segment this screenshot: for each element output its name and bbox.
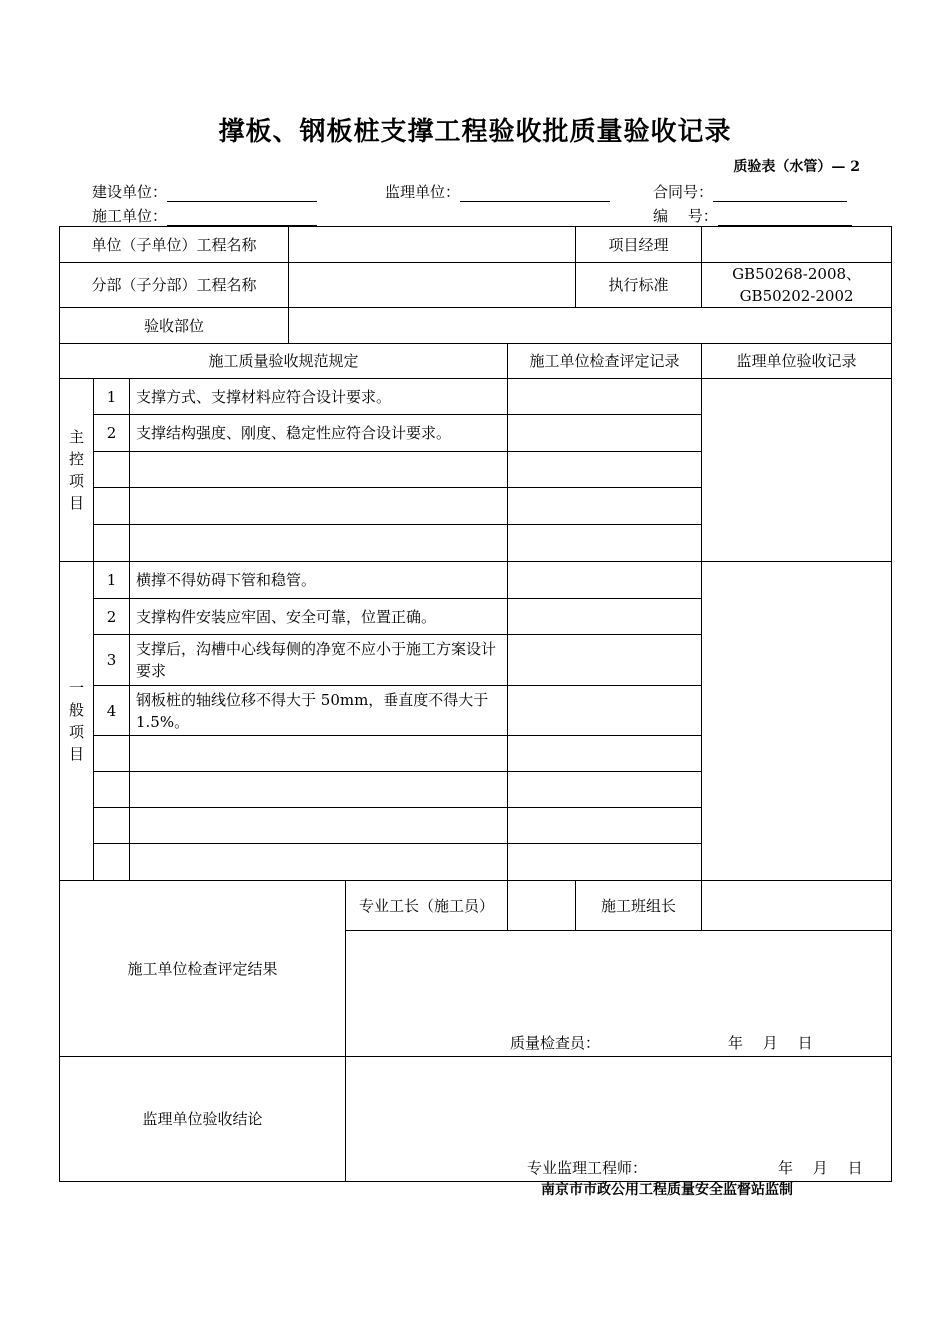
item-number	[94, 736, 130, 772]
project-name-value[interactable]	[289, 227, 576, 263]
supervise-record-header: 监理单位验收记录	[702, 344, 892, 379]
contract-no-field	[653, 181, 847, 202]
construct-record-cell[interactable]	[508, 452, 702, 488]
item-text	[130, 808, 508, 844]
item-number	[94, 452, 130, 488]
main-supervise-record-cell[interactable]	[702, 379, 892, 562]
inspector-date-label: 年 月 日	[728, 1034, 813, 1052]
item-text	[130, 525, 508, 562]
supervise-unit-field	[385, 181, 610, 202]
item-text	[130, 772, 508, 808]
construct-record-cell[interactable]	[508, 808, 702, 844]
item-number: 2	[94, 415, 130, 452]
build-unit-label: 建设单位：	[92, 183, 168, 201]
supervise-conclusion-area[interactable]	[346, 1057, 892, 1182]
general-group-label: 一 般 项 目	[60, 562, 94, 881]
build-unit-blank[interactable]	[167, 185, 317, 202]
issuer-footer: 南京市市政公用工程质量安全监督站监制	[541, 1182, 793, 1198]
item-number: 4	[94, 686, 130, 736]
construct-record-cell[interactable]	[508, 415, 702, 452]
info-row-3	[60, 308, 892, 344]
spec-header: 施工质量验收规范规定	[60, 344, 508, 379]
supervise-conclusion-row	[60, 1057, 892, 1182]
inspector-label: 质量检查员：	[510, 1034, 601, 1052]
construct-record-cell[interactable]	[508, 525, 702, 562]
item-number: 1	[94, 379, 130, 415]
engineer-label: 专业监理工程师：	[527, 1159, 648, 1177]
foreman-label: 专业工长（施工员）	[346, 881, 508, 931]
info-row-2	[60, 263, 892, 308]
item-text: 横撑不得妨碍下管和稳管。	[130, 562, 508, 599]
contract-no-blank[interactable]	[713, 185, 847, 202]
form-number: 质验表（水管）— 2	[733, 159, 860, 175]
column-header-row	[60, 344, 892, 379]
supervise-unit-blank[interactable]	[460, 185, 610, 202]
construct-record-cell[interactable]	[508, 379, 702, 415]
construct-record-cell[interactable]	[508, 844, 702, 881]
standard-label: 执行标准	[576, 263, 702, 308]
supervise-unit-label: 监理单位：	[385, 183, 461, 201]
project-name-label: 单位（子单位）工程名称	[60, 227, 289, 263]
contract-no-label: 合同号：	[653, 183, 714, 201]
item-number	[94, 772, 130, 808]
standard-value: GB50268-2008、GB50202-2002	[702, 263, 892, 308]
construct-record-cell[interactable]	[508, 635, 702, 686]
pm-label: 项目经理	[576, 227, 702, 263]
general-supervise-record-cell[interactable]	[702, 562, 892, 881]
item-number: 2	[94, 599, 130, 635]
sub-project-value[interactable]	[289, 263, 576, 308]
serial-no-label: 编 号：	[653, 207, 718, 225]
construct-record-cell[interactable]	[508, 736, 702, 772]
item-number: 3	[94, 635, 130, 686]
main-item-row	[60, 379, 892, 415]
item-text: 支撑构件安装应牢固、安全可靠，位置正确。	[130, 599, 508, 635]
construct-unit-field	[92, 205, 317, 226]
serial-no-field	[653, 205, 852, 226]
item-text	[130, 452, 508, 488]
main-control-group-label: 主 控 项 目	[60, 379, 94, 562]
construct-record-cell[interactable]	[508, 562, 702, 599]
construct-record-cell[interactable]	[508, 686, 702, 736]
signoff-row	[60, 881, 892, 931]
general-item-row	[60, 562, 892, 599]
construct-record-cell[interactable]	[508, 772, 702, 808]
item-number	[94, 488, 130, 525]
team-leader-label: 施工班组长	[576, 881, 702, 931]
pm-value[interactable]	[702, 227, 892, 263]
construct-unit-label: 施工单位：	[92, 207, 168, 225]
item-number	[94, 525, 130, 562]
item-text	[130, 736, 508, 772]
inspection-table	[59, 226, 892, 1182]
info-row-1	[60, 227, 892, 263]
item-text: 支撑方式、支撑材料应符合设计要求。	[130, 379, 508, 415]
team-leader-value[interactable]	[702, 881, 892, 931]
construct-unit-blank[interactable]	[167, 209, 317, 226]
serial-no-blank[interactable]	[718, 209, 852, 226]
engineer-date-label: 年 月 日	[778, 1159, 863, 1177]
page-title: 撑板、钢板桩支撑工程验收批质量验收记录	[218, 117, 732, 147]
item-text	[130, 488, 508, 525]
construct-record-cell[interactable]	[508, 488, 702, 525]
item-number	[94, 808, 130, 844]
construct-record-header: 施工单位检查评定记录	[508, 344, 702, 379]
item-text: 钢板桩的轴线位移不得大于 50mm，垂直度不得大于 1.5%。	[130, 686, 508, 736]
foreman-value[interactable]	[508, 881, 576, 931]
item-number: 1	[94, 562, 130, 599]
item-text: 支撑结构强度、刚度、稳定性应符合设计要求。	[130, 415, 508, 452]
sub-project-label: 分部（子分部）工程名称	[60, 263, 289, 308]
item-number	[94, 844, 130, 881]
item-text: 支撑后，沟槽中心线每侧的净宽不应小于施工方案设计要求	[130, 635, 508, 686]
location-value[interactable]	[289, 308, 892, 344]
construct-result-label: 施工单位检查评定结果	[60, 881, 346, 1057]
construct-result-area[interactable]	[346, 931, 892, 1057]
item-text	[130, 844, 508, 881]
supervise-conclusion-label: 监理单位验收结论	[60, 1057, 346, 1182]
location-label: 验收部位	[60, 308, 289, 344]
build-unit-field	[92, 181, 317, 202]
construct-record-cell[interactable]	[508, 599, 702, 635]
